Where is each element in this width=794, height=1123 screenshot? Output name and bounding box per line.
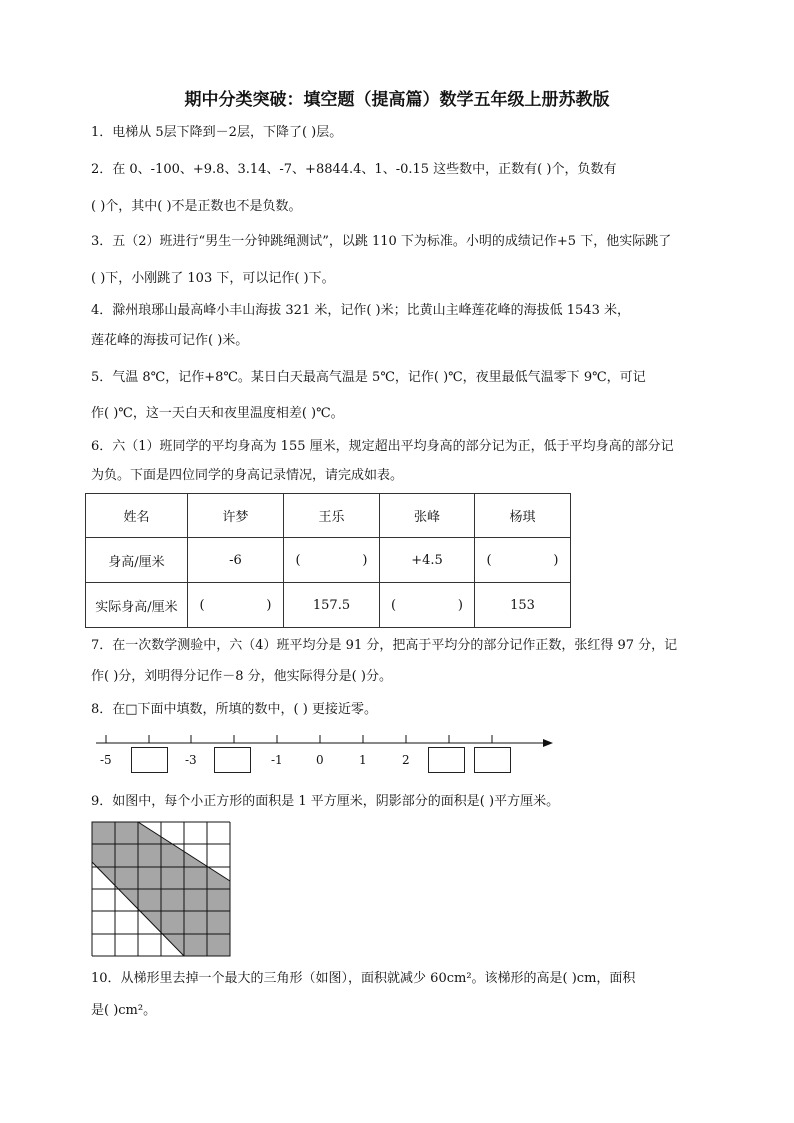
paren-open: ( — [199, 597, 205, 613]
table-cell: 157.5 — [284, 583, 380, 628]
number-line-label: -3 — [185, 753, 197, 767]
row-label: 身高/厘米 — [86, 538, 188, 583]
question-5-line-2: 作( )℃，这一天白天和夜里温度相差( )℃。 — [91, 406, 344, 421]
question-7-line-1: 7．在一次数学测验中，六（4）班平均分是 91 分，把高于平均分的部分记作正数，张红得 97 分，记 — [91, 638, 678, 653]
question-6-line-1: 6．六（1）班同学的平均身高为 155 厘米，规定超出平均身高的部分记为正，低于平均身高的部分记 — [91, 439, 674, 454]
question-10-line-2: 是( )cm²。 — [91, 1003, 157, 1018]
paren-close: ) — [553, 552, 559, 568]
number-line-answer-box[interactable] — [428, 747, 465, 773]
row-label: 实际身高/厘米 — [86, 583, 188, 628]
table-cell: 153 — [475, 583, 571, 628]
table-header-cell: 杨琪 — [475, 494, 571, 538]
table-header-cell: 王乐 — [284, 494, 380, 538]
question-10-line-1: 10．从梯形里去掉一个最大的三角形（如图），面积就减少 60cm²。该梯形的高是( )cm，面积 — [91, 971, 636, 986]
number-line-answer-box[interactable] — [214, 747, 251, 773]
question-4-line-2: 莲花峰的海拔可记作( )米。 — [91, 333, 249, 348]
number-line-label: -5 — [100, 753, 112, 767]
question-2-line-1: 2．在 0、-100、+9.8、3.14、-7、+8844.4、1、-0.15 这些数中，正数有( )个，负数有 — [91, 162, 617, 177]
question-2-line-2: ( )个，其中( )不是正数也不是负数。 — [91, 199, 302, 214]
question-7-line-2: 作( )分，刘明得分记作－8 分，他实际得分是( )分。 — [91, 669, 392, 684]
paren-close: ) — [266, 597, 272, 613]
question-9: 9．如图中，每个小正方形的面积是 1 平方厘米，阴影部分的面积是( )平方厘米。 — [91, 794, 560, 809]
table-header-cell: 姓名 — [86, 494, 188, 538]
paren-close: ) — [362, 552, 368, 568]
paren-open: ( — [486, 552, 492, 568]
question-3-line-2: ( )下，小刚跳了 103 下，可以记作( )下。 — [91, 271, 335, 286]
number-line-label: 0 — [316, 753, 324, 767]
paren-open: ( — [391, 597, 397, 613]
number-line-ticks — [106, 735, 492, 743]
question-4-line-1: 4．滁州琅琊山最高峰小丰山海拔 321 米，记作( )米；比黄山主峰莲花峰的海拔低 1543 米， — [91, 303, 630, 318]
area-grid-figure — [92, 822, 230, 956]
number-line-arrow-icon — [543, 739, 553, 747]
number-line-answer-box[interactable] — [131, 747, 168, 773]
paren-open: ( — [295, 552, 301, 568]
table-header-cell: 张峰 — [380, 494, 475, 538]
number-line-label: 2 — [402, 753, 410, 767]
table-cell: -6 — [188, 538, 284, 583]
table-header-cell: 许梦 — [188, 494, 284, 538]
page-title: 期中分类突破：填空题（提高篇）数学五年级上册苏教版 — [184, 90, 610, 110]
question-3-line-1: 3．五（2）班进行“男生一分钟跳绳测试”，以跳 110 下为标准。小明的成绩记作+5 下，他实际跳了 — [91, 234, 672, 249]
number-line-label: -1 — [271, 753, 283, 767]
number-line-label: 1 — [359, 753, 367, 767]
question-5-line-1: 5．气温 8℃，记作+8℃。某日白天最高气温是 5℃，记作( )℃，夜里最低气温零下 9℃，可记 — [91, 370, 646, 385]
paren-close: ) — [457, 597, 463, 613]
number-line-answer-box[interactable] — [474, 747, 511, 773]
question-6-line-2: 为负。下面是四位同学的身高记录情况，请完成如表。 — [91, 468, 404, 483]
table-cell: +4.5 — [380, 538, 475, 583]
question-8: 8．在□下面中填数，所填的数中，( ) 更接近零。 — [91, 702, 377, 717]
question-1: 1．电梯从 5层下降到－2层，下降了( )层。 — [91, 125, 343, 140]
